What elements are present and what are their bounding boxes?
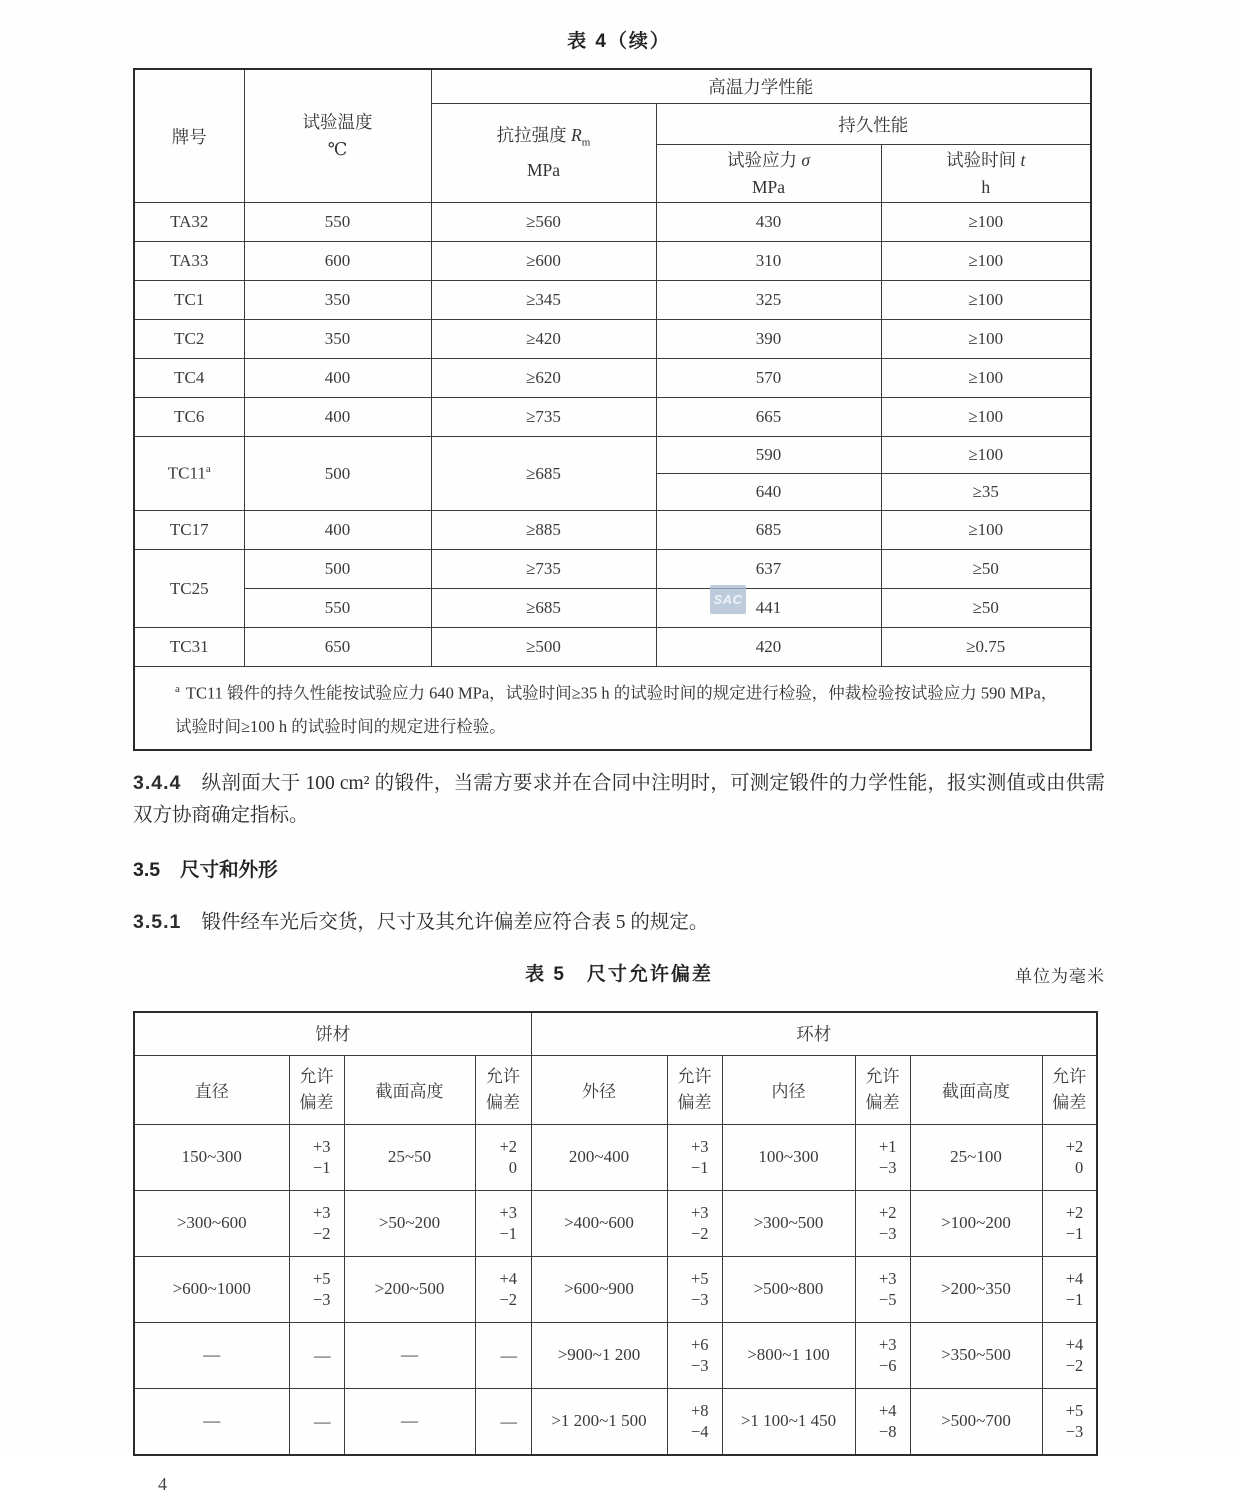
tolerance-cell: +3 −1: [667, 1124, 722, 1190]
table-cell: 310: [656, 242, 881, 281]
tolerance-cell: +2 0: [475, 1124, 531, 1190]
table-cell: 350: [244, 320, 431, 359]
table-row: [134, 1388, 1097, 1455]
tolerance-cell: +5 −3: [1042, 1388, 1097, 1455]
heading-text: 尺寸和外形: [180, 858, 278, 881]
tolerance-cell: —: [289, 1388, 344, 1455]
table-cell: >50~200: [344, 1190, 475, 1256]
table5-column-header-row: [134, 1055, 1097, 1124]
table-cell: 25~50: [344, 1124, 475, 1190]
page-number: 4: [158, 1473, 167, 1494]
table-cell: ≥100: [881, 359, 1091, 398]
table-cell: 325: [656, 281, 881, 320]
table-cell: >900~1 200: [531, 1322, 667, 1388]
table-row: [134, 359, 1091, 398]
table-cell: ≥885: [431, 511, 656, 550]
tolerance-cell: —: [475, 1388, 531, 1455]
table-cell: 600: [244, 242, 431, 281]
tolerance-cell: +3 −1: [289, 1124, 344, 1190]
table-cell: 390: [656, 320, 881, 359]
table-cell: TA32: [134, 203, 244, 242]
tolerance-cell: +1 −3: [855, 1124, 910, 1190]
table-cell: ≥100: [881, 437, 1091, 474]
table-cell: 550: [244, 203, 431, 242]
paragraph-3-4-4: [133, 767, 1105, 832]
heading-3-5: [133, 854, 1105, 882]
table-cell: ≥100: [881, 242, 1091, 281]
table-cell: >350~500: [910, 1322, 1042, 1388]
tolerance-cell: +4 −2: [1042, 1322, 1097, 1388]
table-cell: 100~300: [722, 1124, 855, 1190]
table-cell: >600~1000: [134, 1256, 289, 1322]
clause-text: 锻件经车光后交货，尺寸及其允许偏差应符合表 5 的规定。: [201, 911, 709, 933]
tolerance-cell: +8 −4: [667, 1388, 722, 1455]
column-header-grade: 牌号: [134, 69, 244, 203]
table-cell: TC6: [134, 398, 244, 437]
table-cell: 25~100: [910, 1124, 1042, 1190]
table-cell: —: [134, 1322, 289, 1388]
table-cell: >1 200~1 500: [531, 1388, 667, 1455]
table5-title: 表 5 尺寸允许偏差: [525, 963, 713, 985]
column-header-temperature: 试验温度 ℃: [244, 69, 431, 203]
tolerance-cell: —: [475, 1322, 531, 1388]
table-cell: 665: [656, 398, 881, 437]
column-header-endurance: 持久性能: [656, 104, 1091, 145]
table-cell: 400: [244, 511, 431, 550]
table-cell: TC11$^a$: [134, 437, 244, 511]
table-row: [134, 1322, 1097, 1388]
column-header-tolerance: 允许 偏差: [855, 1055, 910, 1124]
table-cell: 200~400: [531, 1124, 667, 1190]
table-cell: ≥600: [431, 242, 656, 281]
clause-number: 3.5.1: [133, 910, 182, 933]
footnote-marker: a: [175, 683, 180, 695]
table-row: [134, 398, 1091, 437]
table-cell: —: [344, 1388, 475, 1455]
table-cell: TA33: [134, 242, 244, 281]
tolerance-cell: +3 −6: [855, 1322, 910, 1388]
table-cell: ≥35: [881, 474, 1091, 511]
table-row: [134, 628, 1091, 667]
table-cell: >200~350: [910, 1256, 1042, 1322]
tolerance-cell: +4 −8: [855, 1388, 910, 1455]
table-row: [134, 1256, 1097, 1322]
table-cell: >200~500: [344, 1256, 475, 1322]
table-row: [134, 589, 1091, 628]
table-cell: ≥560: [431, 203, 656, 242]
table5-group-header-row: [134, 1012, 1097, 1056]
table-cell: ≥50: [881, 550, 1091, 589]
table-cell: TC1: [134, 281, 244, 320]
table-cell: ≥735: [431, 398, 656, 437]
table-cell: TC25: [134, 550, 244, 628]
table-cell: 640: [656, 474, 881, 511]
table-cell: >300~600: [134, 1190, 289, 1256]
tolerance-cell: —: [289, 1322, 344, 1388]
table-cell: ≥0.75: [881, 628, 1091, 667]
table-cell: 637: [656, 550, 881, 589]
table-row: [134, 1190, 1097, 1256]
column-header-outer-diameter: 外径: [531, 1055, 667, 1124]
table-cell: —: [344, 1322, 475, 1388]
table-cell: 650: [244, 628, 431, 667]
column-header-tensile-strength: 抗拉强度 $R_m$ MPa: [431, 104, 656, 203]
table-cell: TC4: [134, 359, 244, 398]
table4: [133, 68, 1092, 751]
table-cell: TC31: [134, 628, 244, 667]
tolerance-cell: +3 −1: [475, 1190, 531, 1256]
tolerance-cell: +4 −1: [1042, 1256, 1097, 1322]
table-row: [134, 281, 1091, 320]
group-header-ring: 环材: [531, 1012, 1097, 1056]
table-cell: 150~300: [134, 1124, 289, 1190]
table-cell: [134, 667, 1091, 750]
column-header-section-height: 截面高度: [910, 1055, 1042, 1124]
table5-title-row: [133, 959, 1105, 989]
table-cell: 430: [656, 203, 881, 242]
table-row: [134, 1124, 1097, 1190]
table-row: [134, 511, 1091, 550]
tolerance-cell: +2 −3: [855, 1190, 910, 1256]
clause-number: 3.4.4: [133, 771, 182, 794]
table-row: [134, 550, 1091, 589]
table5: [133, 1011, 1098, 1456]
group-header-cake: 饼材: [134, 1012, 531, 1056]
tolerance-cell: +4 −2: [475, 1256, 531, 1322]
tolerance-cell: +5 −3: [289, 1256, 344, 1322]
table-cell: >100~200: [910, 1190, 1042, 1256]
table-cell: ≥500: [431, 628, 656, 667]
table-cell: —: [134, 1388, 289, 1455]
unit-note: 单位为毫米: [1015, 966, 1105, 986]
table-cell: TC17: [134, 511, 244, 550]
table-cell: ≥100: [881, 320, 1091, 359]
table-cell: ≥100: [881, 398, 1091, 437]
table-cell: 400: [244, 359, 431, 398]
table-row: [134, 320, 1091, 359]
table-row: [134, 242, 1091, 281]
column-header-diameter: 直径: [134, 1055, 289, 1124]
table-cell: ≥100: [881, 511, 1091, 550]
table-cell: ≥100: [881, 281, 1091, 320]
table-cell: ≥345: [431, 281, 656, 320]
footnote-text: TC11 锻件的持久性能按试验应力 640 MPa，试验时间≥35 h 的试验时间的规定进行检验，仲裁检验按试验应力 590 MPa，试验时间≥100 h 的试验时间的规定进行检验。: [175, 683, 1058, 736]
table-cell: 550: [244, 589, 431, 628]
clause-text: 纵剖面大于 100 cm² 的锻件，当需方要求并在合同中注明时，可测定锻件的力学性能，报实测值或由供需双方协商确定指标。: [133, 772, 1105, 826]
table-cell: >400~600: [531, 1190, 667, 1256]
table-cell: 350: [244, 281, 431, 320]
table-cell: >1 100~1 450: [722, 1388, 855, 1455]
tolerance-cell: +5 −3: [667, 1256, 722, 1322]
table-cell: ≥100: [881, 203, 1091, 242]
sac-watermark-logo: SAC: [710, 585, 746, 614]
table-cell: >500~700: [910, 1388, 1042, 1455]
table-cell: ≥685: [431, 589, 656, 628]
table-cell: ≥735: [431, 550, 656, 589]
table-cell: 500: [244, 437, 431, 511]
table-cell: ≥50: [881, 589, 1091, 628]
table-cell: TC2: [134, 320, 244, 359]
table-cell: >300~500: [722, 1190, 855, 1256]
tolerance-cell: +6 −3: [667, 1322, 722, 1388]
table-cell: ≥685: [431, 437, 656, 511]
table4-header-row-1: [134, 69, 1091, 104]
column-header-tolerance: 允许 偏差: [1042, 1055, 1097, 1124]
column-header-high-temp-properties: 高温力学性能: [431, 69, 1091, 104]
table-cell: 400: [244, 398, 431, 437]
column-header-test-time: 试验时间 t h: [881, 145, 1091, 203]
table-cell: 420: [656, 628, 881, 667]
tolerance-cell: +3 −5: [855, 1256, 910, 1322]
column-header-section-height: 截面高度: [344, 1055, 475, 1124]
table-row: [134, 203, 1091, 242]
table-cell: ≥620: [431, 359, 656, 398]
tolerance-cell: +2 −1: [1042, 1190, 1097, 1256]
tolerance-cell: +3 −2: [667, 1190, 722, 1256]
paragraph-3-5-1: [133, 906, 1105, 939]
table-cell: 685: [656, 511, 881, 550]
column-header-tolerance: 允许 偏差: [289, 1055, 344, 1124]
table-cell: >500~800: [722, 1256, 855, 1322]
table-cell: >600~900: [531, 1256, 667, 1322]
clause-number: 3.5: [133, 858, 161, 881]
table-cell: 570: [656, 359, 881, 398]
column-header-tolerance: 允许 偏差: [475, 1055, 531, 1124]
tolerance-cell: +3 −2: [289, 1190, 344, 1256]
table-cell: ≥420: [431, 320, 656, 359]
table-row: [134, 437, 1091, 474]
table4-footnote-row: [134, 667, 1091, 750]
column-header-test-stress: 试验应力 σ MPa: [656, 145, 881, 203]
table-cell: 590: [656, 437, 881, 474]
table-cell: 441: [656, 589, 881, 628]
column-header-inner-diameter: 内径: [722, 1055, 855, 1124]
table-cell: 500: [244, 550, 431, 589]
tolerance-cell: +2 0: [1042, 1124, 1097, 1190]
table-cell: >800~1 100: [722, 1322, 855, 1388]
table4-footnote: [135, 667, 1090, 749]
table4-title: 表 4（续）: [567, 31, 671, 52]
column-header-tolerance: 允许 偏差: [667, 1055, 722, 1124]
